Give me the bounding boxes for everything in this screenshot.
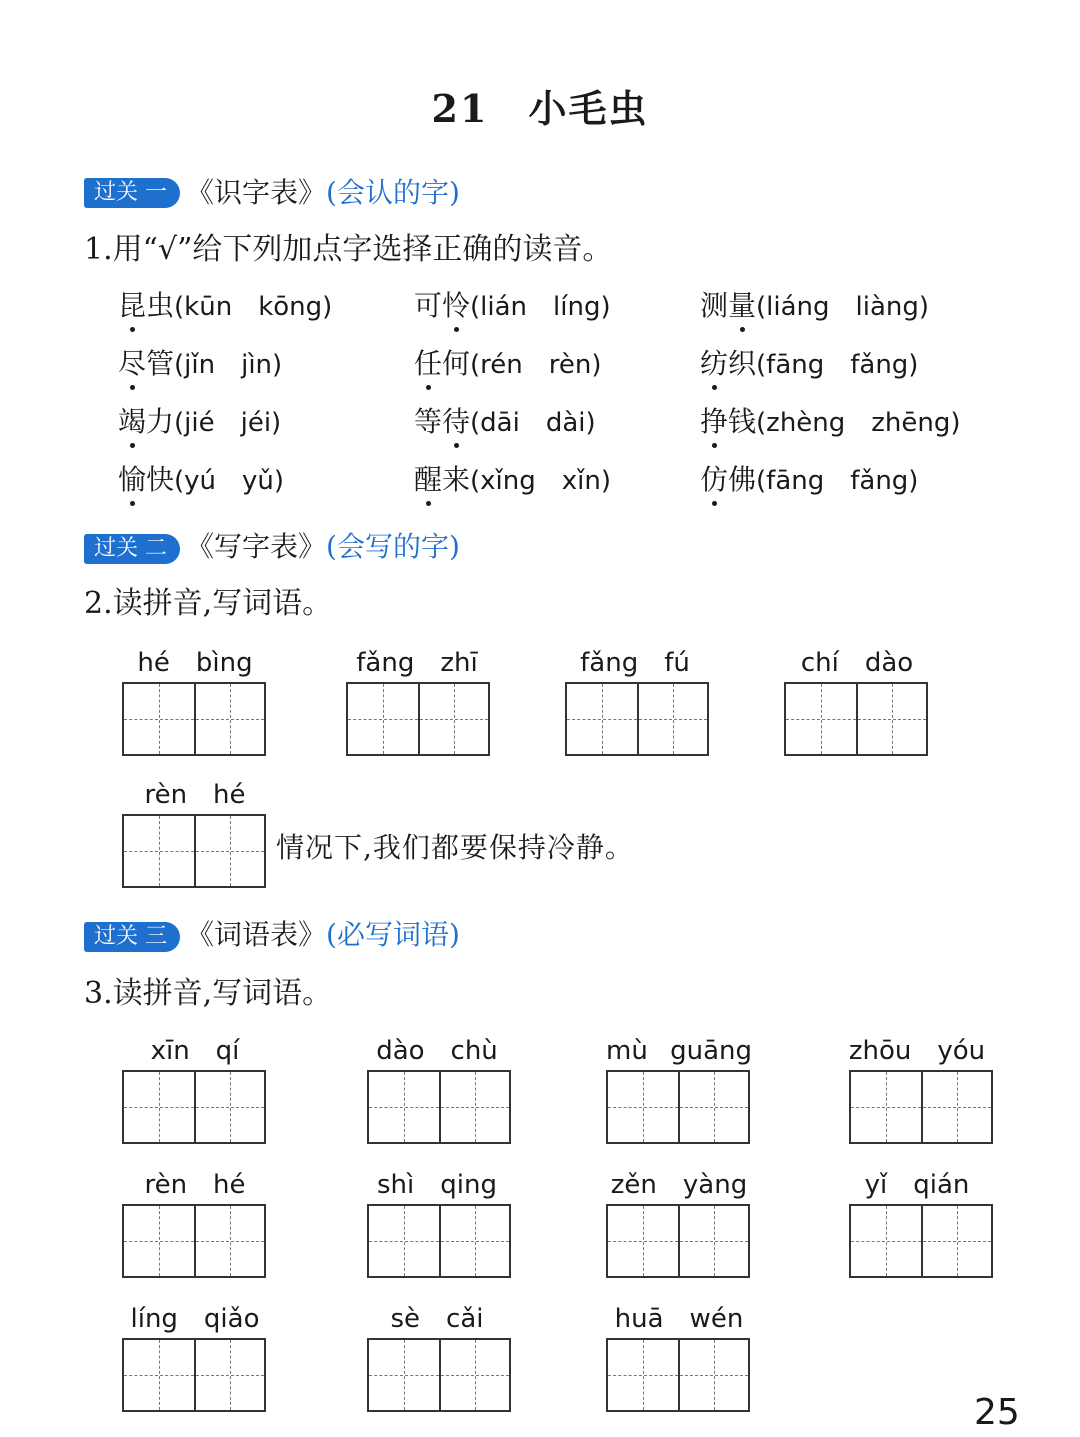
- pronunciation-item: [700, 288, 929, 325]
- pinyin-label: líng qiǎo: [130, 1304, 260, 1334]
- section2-heading: [186, 530, 460, 564]
- item-word: 挣钱: [700, 405, 757, 438]
- pinyin-label: hé bìng: [137, 648, 253, 678]
- pronunciation-item: [118, 346, 282, 383]
- pinyin-label: rèn hé: [144, 780, 246, 810]
- item-word: 尽管: [118, 347, 175, 380]
- pinyin-label: fǎng zhī: [356, 648, 478, 678]
- item-word: 测量: [700, 289, 757, 322]
- pinyin-label: zhōu yóu: [848, 1036, 986, 1066]
- section1-title: 《识字表》: [186, 176, 327, 209]
- pronunciation-item: [118, 462, 284, 499]
- pronunciation-item: [118, 288, 332, 325]
- pinyin-label: huā wén: [614, 1304, 744, 1334]
- question-1: 1.用“√”给下列加点字选择正确的读音。: [84, 232, 613, 267]
- section3-heading: [186, 918, 460, 952]
- writing-grid[interactable]: [565, 682, 709, 756]
- writing-grid[interactable]: [784, 682, 928, 756]
- item-word: 竭力: [118, 405, 175, 438]
- item-word: 任何: [414, 347, 471, 380]
- lesson-number: 21: [431, 86, 489, 131]
- section2-subtitle: (会写的字): [326, 530, 460, 563]
- pinyin-label: rèn hé: [144, 1170, 246, 1200]
- pinyin-label: xīn qí: [150, 1036, 240, 1066]
- item-options[interactable]: (fāng fǎng): [756, 466, 919, 496]
- item-options[interactable]: (jǐn jìn): [174, 350, 283, 380]
- item-options[interactable]: (liáng liàng): [756, 292, 930, 322]
- item-options[interactable]: (fāng fǎng): [756, 350, 919, 380]
- item-options[interactable]: (lián líng): [470, 292, 611, 322]
- pinyin-label: yǐ qián: [864, 1170, 970, 1200]
- section1-tag: 过关 一: [84, 178, 180, 208]
- writing-grid[interactable]: [367, 1204, 511, 1278]
- pinyin-label: mù guāng: [606, 1036, 752, 1066]
- lesson-title: [0, 78, 1080, 133]
- writing-grid[interactable]: [849, 1204, 993, 1278]
- pronunciation-item: [700, 404, 961, 441]
- item-word: 愉快: [118, 463, 175, 496]
- pinyin-label: fǎng fú: [580, 648, 690, 678]
- writing-grid[interactable]: [606, 1338, 750, 1412]
- pinyin-label: sè cǎi: [390, 1304, 484, 1334]
- section2-title: 《写字表》: [186, 530, 327, 563]
- item-word: 等待: [414, 405, 471, 438]
- section1-heading: [186, 176, 460, 210]
- writing-grid[interactable]: [122, 1070, 266, 1144]
- writing-grid[interactable]: [122, 814, 266, 888]
- item-options[interactable]: (jié jéi): [174, 408, 282, 438]
- section3-tag: 过关 三: [84, 922, 180, 952]
- section3-title: 《词语表》: [186, 918, 327, 951]
- item-word: 仿佛: [700, 463, 757, 496]
- pronunciation-item: [414, 346, 602, 383]
- writing-grid[interactable]: [606, 1204, 750, 1278]
- section1-subtitle: (会认的字): [326, 176, 460, 209]
- writing-grid[interactable]: [367, 1070, 511, 1144]
- item-word: 醒来: [414, 463, 471, 496]
- writing-grid[interactable]: [346, 682, 490, 756]
- pinyin-label: shì qing: [377, 1170, 497, 1200]
- pinyin-label: dào chù: [376, 1036, 498, 1066]
- pronunciation-item: [414, 404, 596, 441]
- item-options[interactable]: (dāi dài): [470, 408, 596, 438]
- writing-grid[interactable]: [606, 1070, 750, 1144]
- item-options[interactable]: (rén rèn): [470, 350, 602, 380]
- writing-grid[interactable]: [367, 1338, 511, 1412]
- item-options[interactable]: (zhèng zhēng): [756, 408, 961, 438]
- question-3: 3.读拼音,写词语。: [84, 976, 333, 1011]
- pinyin-label: zěn yàng: [610, 1170, 748, 1200]
- writing-grid[interactable]: [849, 1070, 993, 1144]
- section2-tag: 过关 二: [84, 534, 180, 564]
- pronunciation-item: [118, 404, 281, 441]
- writing-grid[interactable]: [122, 682, 266, 756]
- pronunciation-item: [700, 346, 918, 383]
- pronunciation-item: [700, 462, 918, 499]
- item-options[interactable]: (xǐng xǐn): [470, 466, 612, 496]
- pinyin-label: chí dào: [800, 648, 914, 678]
- question-2: 2.读拼音,写词语。: [84, 586, 333, 621]
- item-options[interactable]: (kūn kōng): [174, 292, 333, 322]
- item-word: 可怜: [414, 289, 471, 322]
- item-word: 纺织: [700, 347, 757, 380]
- writing-grid[interactable]: [122, 1204, 266, 1278]
- writing-grid[interactable]: [122, 1338, 266, 1412]
- item-options[interactable]: (yú yǔ): [174, 466, 285, 496]
- pronunciation-item: [414, 462, 611, 499]
- page-number: 25: [974, 1392, 1020, 1433]
- section3-subtitle: (必写词语): [326, 918, 460, 951]
- pronunciation-item: [414, 288, 611, 325]
- item-word: 昆虫: [118, 289, 175, 322]
- sentence-text: 情况下,我们都要保持冷静。: [276, 831, 634, 864]
- lesson-name: 小毛虫: [528, 86, 649, 131]
